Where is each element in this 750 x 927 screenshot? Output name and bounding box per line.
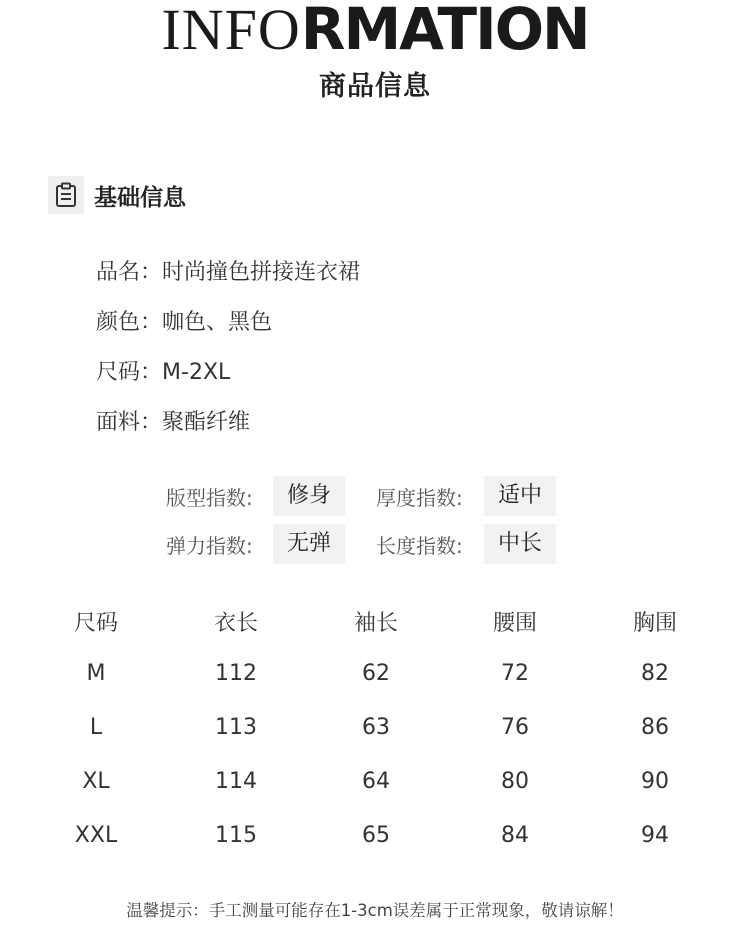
section-title: 基础信息 [94,184,186,211]
table-cell: 84 [501,823,529,848]
clipboard-icon [48,176,84,214]
info-row-color: 颜色：咖色、黑色 [96,310,273,335]
info-label: 颜色 [96,310,141,335]
table-cell: 90 [641,769,669,794]
title-en-bold: RMATION [300,0,589,63]
info-value: 咖色、黑色 [162,310,273,335]
fit-index-value: 修身 [273,476,345,516]
footer-note: 温馨提示：手工测量可能存在1-3cm误差属于正常现象，敬请谅解！ [126,901,624,920]
table-cell: 62 [362,661,390,686]
table-cell: 80 [501,769,529,794]
page-title-cn: 商品信息 [319,71,431,102]
table-cell: 114 [215,769,257,794]
info-value: M-2XL [162,360,231,385]
elasticity-index-value: 无弹 [273,524,345,564]
info-row-name: 品名：时尚撞色拼接连衣裙 [96,260,361,285]
index-grid [166,473,587,569]
length-index-label: 长度指数: [376,533,463,558]
table-header-cell: 袖长 [353,611,398,636]
page-title-en [0,0,750,63]
elasticity-index-label: 弹力指数: [166,533,253,558]
thickness-index-label: 厚度指数: [376,485,463,510]
table-header-cell: 衣长 [213,611,258,636]
table-header-cell: 胸围 [632,611,677,636]
table-cell: 63 [362,715,390,740]
table-header-cell: 尺码 [73,611,118,636]
table-cell: 113 [215,715,257,740]
table-cell: 86 [641,715,669,740]
table-cell: 72 [501,661,529,686]
section-header [48,176,186,214]
table-cell: 82 [641,661,669,686]
table-cell: 65 [362,823,390,848]
table-cell: 94 [641,823,669,848]
title-en-thin: INFO [161,0,301,62]
table-cell: XXL [74,823,118,848]
table-header-cell: 腰围 [492,611,537,636]
index-row [166,473,587,519]
fit-index-label: 版型指数: [166,485,253,510]
info-row-fabric: 面料：聚酯纤维 [96,410,251,435]
info-value: 时尚撞色拼接连衣裙 [162,260,361,285]
table-cell: M [86,661,106,686]
table-cell: 112 [215,661,257,686]
info-value: 聚酯纤维 [162,410,251,435]
table-cell: 115 [215,823,257,848]
table-cell: L [89,715,103,740]
basic-info-list [96,255,360,455]
table-cell: 76 [501,715,529,740]
length-index-value: 中长 [484,524,556,564]
info-label: 面料 [96,410,141,435]
info-row-size: 尺码：M-2XL [96,360,231,385]
table-cell: 64 [362,769,390,794]
thickness-index-value: 适中 [484,476,556,516]
info-label: 尺码 [96,360,141,385]
index-row [166,521,587,567]
table-cell: XL [82,769,110,794]
info-label: 品名 [96,260,141,285]
